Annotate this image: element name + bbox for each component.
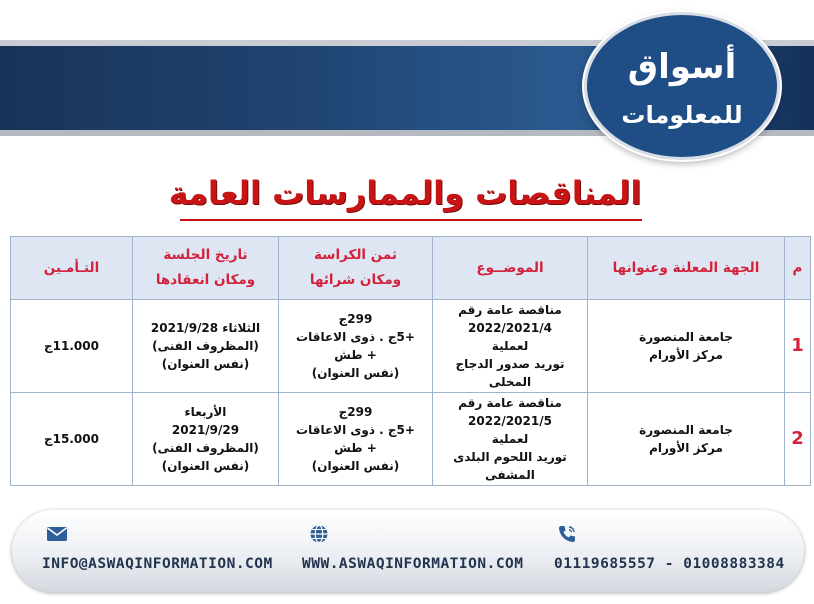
subject-cell [433,300,588,393]
session-line: الأربعاء [184,405,227,419]
phone-text: 01119685557 - 01008883384 [554,556,785,572]
page-title: المناقصات والممارسات العامة [168,174,642,212]
row-number: 2 [785,393,811,486]
table-row [11,393,811,486]
entity-line: جامعة المنصورة [639,423,733,437]
header-session [133,237,279,300]
subject-line: توريد صدور الدجاج المخلى [455,357,565,389]
email-contact[interactable] [42,514,282,590]
subject-line: لعملية [491,432,529,446]
header-session-line: تاريخ الجلسة [163,247,248,263]
title-underline [180,219,642,221]
subject-cell [433,393,588,486]
subject-line: مناقصة عامة رقم 2022/2021/5 [458,396,562,428]
price-line: (نفس العنوان) [311,459,400,473]
header-entity: الجهة المعلنة وعنوانها [588,237,785,300]
entity-line: مركز الأورام [649,441,723,455]
contact-footer [12,510,804,592]
session-line: (نفس العنوان) [161,357,250,371]
price-cell [279,393,433,486]
entity-cell [588,393,785,486]
header-banner [0,0,814,170]
session-cell [133,300,279,393]
session-cell [133,393,279,486]
entity-cell [588,300,785,393]
session-line: الثلاثاء 2021/9/28 [150,321,261,335]
envelope-icon [46,524,68,544]
logo-subtitle: للمعلومات [621,101,743,129]
header-num: م [785,237,811,300]
price-line: +5ج . ذوى الاعاقات [296,423,415,437]
email-text: INFO@ASWAQINFORMATION.COM [42,556,273,572]
header-price [279,237,433,300]
row-number: 1 [785,300,811,393]
session-line: 2021/9/29 [171,423,240,437]
price-line: + طش [334,441,377,455]
header-price-line: ومكان شرائها [309,272,402,288]
header-session-line: ومكان انعقادها [155,272,256,288]
subject-line: لعملية [491,339,529,353]
phone-contact[interactable] [554,514,786,590]
session-line: (نفس العنوان) [161,459,250,473]
price-line: + طش [334,348,377,362]
table-row [11,300,811,393]
session-line: (المظروف الفنى) [152,339,259,353]
subject-line: توريد اللحوم البلدى المشفى [453,450,567,482]
table-header-row [11,237,811,300]
tenders-table [10,236,811,486]
phone-icon [556,524,578,544]
website-contact[interactable] [302,514,532,590]
price-cell [279,300,433,393]
price-line: 299ج [338,312,373,326]
price-line: (نفس العنوان) [311,366,400,380]
insurance-cell: 15.000ج [11,393,133,486]
insurance-cell: 11.000ج [11,300,133,393]
aswaq-logo [584,12,780,160]
price-line: +5ج . ذوى الاعاقات [296,330,415,344]
entity-line: جامعة المنصورة [639,330,733,344]
subject-line: مناقصة عامة رقم 2022/2021/4 [458,303,562,335]
entity-line: مركز الأورام [649,348,723,362]
header-price-line: ثمن الكراسة [313,247,397,263]
header-insurance: التـأمـين [11,237,133,300]
globe-icon [308,524,330,544]
price-line: 299ج [338,405,373,419]
website-text: WWW.ASWAQINFORMATION.COM [302,556,524,572]
logo-title: أسواق [627,47,737,87]
session-line: (المظروف الفنى) [152,441,259,455]
header-subject: الموضــوع [433,237,588,300]
